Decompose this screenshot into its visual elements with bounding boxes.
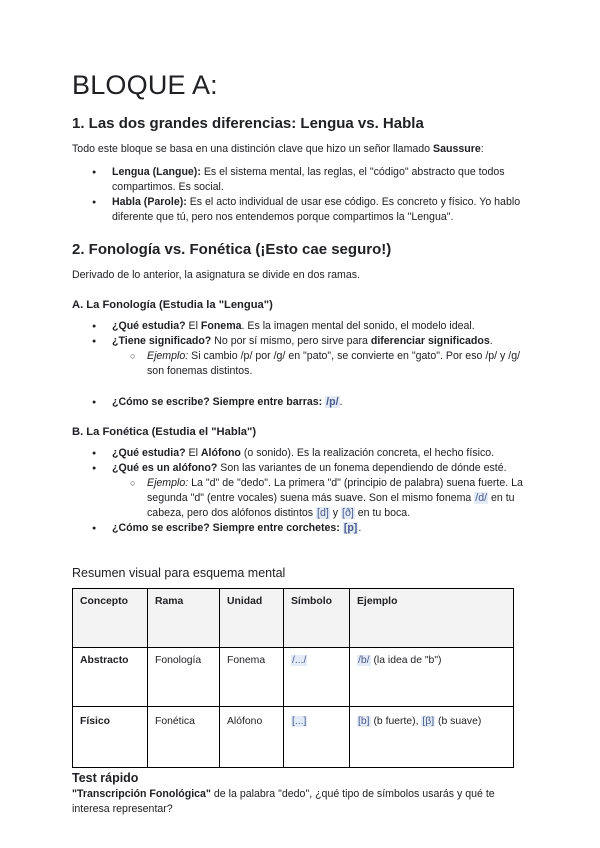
- list-item: ● Habla (Parole): Es el acto individual de usar ese código. Es concreto y físico. Yo hablo diferente que tú, pero nos entendemos porque compartimos la "Lengua".: [72, 195, 528, 225]
- example-item: ○ Ejemplo: Si cambio /p/ por /g/ en "pato", se convierte en "gato". Por eso /p/ y /g/ son fonemas distintos.: [112, 349, 528, 379]
- table-cell: Físico: [73, 707, 148, 768]
- table-cell: Fonema: [220, 648, 284, 707]
- table-header: Ejemplo: [350, 589, 514, 648]
- symbol-highlight: [ð]: [342, 507, 354, 519]
- symbol-highlight: [d]: [317, 507, 329, 519]
- quick-test-section: [72, 771, 528, 817]
- section2-intro: Derivado de lo anterior, la asignatura se divide en dos ramas.: [72, 269, 360, 281]
- list-item: ● ¿Cómo se escribe? Siempre entre corchetes: [p].: [72, 521, 528, 536]
- table-row: [73, 648, 514, 707]
- symbol-highlight: /p/: [326, 396, 339, 408]
- document-page: [72, 70, 528, 817]
- table-header: Rama: [148, 589, 220, 648]
- section-lengua-habla: [72, 115, 528, 225]
- section1-list: [72, 165, 528, 225]
- summary-table: [72, 588, 514, 768]
- page-title: BLOQUE A:: [72, 70, 218, 100]
- symbol-highlight: [p]: [343, 522, 358, 534]
- quick-test-title: Test rápido: [72, 771, 139, 785]
- subsection-a-heading: A. La Fonología (Estudia la "Lengua"): [72, 299, 273, 311]
- table-header-row: [73, 589, 514, 648]
- example-item: ○ Ejemplo: La "d" de "dedo". La primera "d" (principio de palabra) suena fuerte. La segunda "d" (entre vocales) suena más suave. Son el mismo fonema /d/ en tu cabeza, pero dos alófonos distintos [d] y [ð] en tu boca.: [112, 476, 528, 521]
- list-item: ● ¿Qué estudia? El Alófono (o sonido). Es la realización concreta, el hecho físico.: [72, 446, 528, 461]
- table-cell: Fonología: [148, 648, 220, 707]
- list-item: ● ¿Tiene significado? No por sí mismo, pero sirve para diferenciar significados. ○ Ejemplo: Si cambio /p/ por /g/ en "pato", se convierte en "gato". Por eso /p/ y /g/ son fonemas distintos.: [72, 334, 528, 379]
- table-row: [73, 707, 514, 768]
- quick-test-question: "Transcripción Fonológica" de la palabra "dedo", ¿qué tipo de símbolos usarás y qué te interesa representar?: [72, 788, 495, 815]
- section2-heading: 2. Fonología vs. Fonética (¡Esto cae seguro!): [72, 241, 392, 258]
- table-cell: Alófono: [220, 707, 284, 768]
- subsection-b-heading: B. La Fonética (Estudia el "Habla"): [72, 426, 257, 438]
- table-cell: [...]: [284, 707, 350, 768]
- list-item: ● ¿Cómo se escribe? Siempre entre barras: /p/.: [72, 395, 528, 410]
- list-item: ● Lengua (Langue): Es el sistema mental, las reglas, el "código" abstracto que todos compartimos. Es social.: [72, 165, 528, 195]
- table-header: Unidad: [220, 589, 284, 648]
- list-item: ● ¿Qué es un alófono? Son las variantes de un fonema dependiendo de dónde esté. ○ Ejemplo: La "d" de "dedo". La primera "d" (principio de palabra) suena fuerte. La segunda "d" (entre vocales) suena más suave. Son el mismo fonema /d/ en tu cabeza, pero dos alófonos distintos [d] y [ð] en tu boca.: [72, 461, 528, 521]
- section1-heading: 1. Las dos grandes diferencias: Lengua vs. Habla: [72, 115, 424, 132]
- symbol-highlight: /d/: [475, 492, 488, 504]
- summary-title: Resumen visual para esquema mental: [72, 566, 286, 580]
- table-cell: /.../: [284, 648, 350, 707]
- table-cell: /b/ (la idea de "b"): [350, 648, 514, 707]
- subsection-fonologia: [72, 299, 528, 410]
- summary-section: [72, 566, 528, 768]
- list-item: ● ¿Qué estudia? El Fonema. Es la imagen mental del sonido, el modelo ideal.: [72, 319, 528, 334]
- table-cell: Abstracto: [73, 648, 148, 707]
- table-header: Concepto: [73, 589, 148, 648]
- table-header: Símbolo: [284, 589, 350, 648]
- subsection-fonetica: [72, 426, 528, 536]
- section1-intro: Todo este bloque se basa en una distinción clave que hizo un señor llamado Saussure:: [72, 143, 484, 155]
- table-cell: [b] (b fuerte), [β] (b suave): [350, 707, 514, 768]
- section-fonologia-fonetica: [72, 241, 528, 536]
- table-cell: Fonética: [148, 707, 220, 768]
